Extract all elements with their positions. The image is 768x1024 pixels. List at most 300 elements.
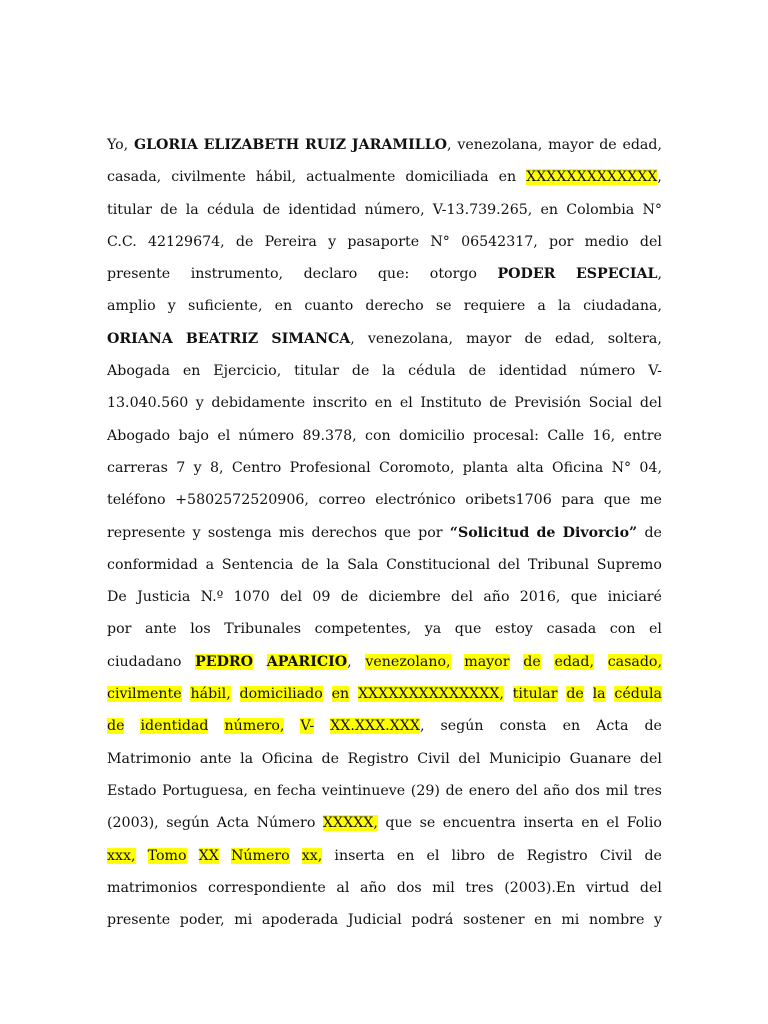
text: y bbox=[193, 459, 202, 476]
text: de bbox=[351, 363, 370, 380]
text: mi bbox=[561, 912, 580, 929]
text: titular bbox=[294, 363, 339, 380]
text: en bbox=[253, 782, 272, 799]
word bbox=[107, 646, 181, 678]
word bbox=[426, 840, 439, 872]
text: el bbox=[426, 847, 440, 864]
text: año bbox=[483, 589, 510, 606]
word bbox=[524, 323, 541, 355]
word bbox=[375, 484, 455, 516]
word bbox=[188, 290, 263, 322]
text: Registro bbox=[526, 847, 588, 864]
word bbox=[563, 710, 581, 742]
text: de bbox=[321, 750, 340, 767]
word bbox=[107, 355, 170, 387]
text: requiere bbox=[463, 298, 526, 315]
text: XXXXX, bbox=[322, 815, 378, 832]
word bbox=[107, 678, 182, 710]
word bbox=[420, 807, 436, 839]
text: tres bbox=[633, 782, 662, 799]
word bbox=[267, 646, 352, 678]
text: procesal: bbox=[473, 427, 539, 444]
text: mil bbox=[605, 782, 629, 799]
text: ciudadano bbox=[107, 653, 182, 670]
text: represente bbox=[107, 524, 186, 541]
text: y bbox=[167, 298, 176, 315]
text: en bbox=[182, 363, 201, 380]
word bbox=[358, 678, 504, 710]
word bbox=[624, 420, 662, 452]
bold-text: APARICIO bbox=[266, 653, 348, 670]
text: Registro bbox=[347, 750, 409, 767]
word bbox=[640, 484, 662, 516]
word bbox=[211, 387, 305, 419]
word bbox=[563, 517, 638, 549]
word bbox=[262, 743, 313, 775]
word bbox=[263, 194, 280, 226]
word bbox=[379, 452, 454, 484]
word bbox=[208, 517, 272, 549]
word bbox=[107, 387, 188, 419]
text: Tribunales bbox=[224, 621, 302, 638]
text: libro bbox=[451, 847, 486, 864]
text: oribets1706 bbox=[465, 492, 552, 509]
punctuation: , bbox=[419, 718, 425, 735]
text: que bbox=[454, 621, 482, 638]
word bbox=[644, 517, 661, 549]
text: venezolana, bbox=[367, 330, 453, 347]
word bbox=[190, 678, 230, 710]
text: en bbox=[374, 395, 393, 412]
word bbox=[201, 581, 224, 613]
text: tres bbox=[465, 879, 494, 896]
text: a bbox=[205, 556, 215, 573]
word bbox=[140, 710, 208, 742]
word bbox=[457, 129, 542, 161]
text: civilmente bbox=[171, 169, 246, 186]
word bbox=[168, 290, 176, 322]
text: por bbox=[418, 524, 443, 541]
word bbox=[561, 484, 594, 516]
text: de bbox=[235, 233, 254, 250]
text: podrá bbox=[411, 912, 454, 929]
text: de bbox=[566, 686, 584, 703]
word bbox=[566, 194, 634, 226]
text: nombre bbox=[588, 912, 645, 929]
text: según bbox=[440, 718, 484, 735]
word bbox=[107, 549, 198, 581]
word bbox=[570, 743, 632, 775]
text: de bbox=[644, 524, 662, 541]
word bbox=[596, 710, 628, 742]
text-line bbox=[107, 226, 662, 258]
word bbox=[440, 710, 483, 742]
word bbox=[186, 323, 258, 355]
word bbox=[536, 517, 555, 549]
word bbox=[433, 194, 532, 226]
word bbox=[397, 840, 415, 872]
text: número bbox=[579, 363, 636, 380]
text: inserta bbox=[523, 815, 574, 832]
text: a bbox=[537, 298, 546, 315]
word bbox=[107, 613, 131, 645]
text: hábil, bbox=[255, 169, 297, 186]
word bbox=[499, 355, 567, 387]
text: me bbox=[640, 492, 662, 509]
word bbox=[537, 290, 545, 322]
word bbox=[107, 258, 170, 290]
word bbox=[134, 129, 198, 161]
text: del bbox=[639, 879, 662, 896]
word bbox=[254, 775, 272, 807]
text-line bbox=[107, 581, 662, 613]
text: ante bbox=[199, 750, 232, 767]
text: la bbox=[382, 363, 396, 380]
word bbox=[300, 710, 314, 742]
word bbox=[322, 775, 405, 807]
word bbox=[608, 323, 662, 355]
punctuation: , bbox=[350, 330, 355, 347]
text: con bbox=[365, 427, 391, 444]
text: venezolana, bbox=[457, 137, 543, 153]
text-line bbox=[107, 129, 662, 161]
bold-text: JARAMILLO bbox=[351, 137, 448, 153]
word bbox=[352, 129, 452, 161]
text: la bbox=[185, 201, 199, 218]
word bbox=[347, 549, 378, 581]
word bbox=[589, 904, 644, 936]
text-line bbox=[107, 710, 662, 742]
text-line bbox=[107, 743, 662, 775]
word bbox=[489, 743, 561, 775]
word bbox=[279, 517, 304, 549]
text-line bbox=[107, 452, 662, 484]
word bbox=[654, 904, 662, 936]
text: para bbox=[561, 492, 595, 509]
punctuation: , bbox=[347, 653, 352, 670]
word bbox=[597, 549, 662, 581]
word bbox=[352, 355, 369, 387]
word bbox=[642, 194, 662, 226]
word bbox=[640, 743, 662, 775]
word bbox=[160, 194, 177, 226]
text: Folio bbox=[626, 815, 662, 832]
word bbox=[206, 549, 214, 581]
text: Colombia bbox=[566, 201, 635, 218]
text: estoy bbox=[495, 621, 533, 638]
text: mayor bbox=[464, 653, 510, 670]
word bbox=[239, 420, 294, 452]
word bbox=[498, 258, 556, 290]
text: identidad bbox=[498, 363, 567, 380]
text: correo bbox=[318, 492, 366, 509]
word bbox=[341, 581, 358, 613]
text: de bbox=[340, 589, 359, 606]
word bbox=[400, 387, 413, 419]
text: identidad bbox=[288, 201, 357, 218]
text: 06542317, bbox=[461, 233, 538, 250]
text: N° bbox=[611, 459, 632, 476]
word bbox=[452, 840, 485, 872]
text: en bbox=[562, 718, 581, 735]
text: edad, bbox=[554, 653, 594, 670]
word bbox=[107, 420, 170, 452]
text: soltera, bbox=[607, 330, 662, 347]
word bbox=[604, 484, 631, 516]
word bbox=[257, 807, 316, 839]
text: en bbox=[331, 686, 350, 703]
word bbox=[606, 807, 619, 839]
text: 1070 bbox=[233, 589, 270, 606]
text: de bbox=[497, 847, 515, 864]
text: número bbox=[238, 427, 295, 444]
word bbox=[256, 161, 296, 193]
text: Profesional bbox=[289, 459, 371, 476]
text: domiciliado bbox=[239, 686, 323, 703]
text: N° bbox=[430, 233, 450, 250]
text: xxx, bbox=[107, 847, 136, 864]
word bbox=[265, 226, 317, 258]
text: V- bbox=[648, 363, 662, 380]
text: Abogado bbox=[107, 427, 171, 444]
text: amplio bbox=[107, 298, 156, 315]
word bbox=[319, 484, 366, 516]
text: Número bbox=[256, 815, 316, 832]
word bbox=[386, 549, 490, 581]
word bbox=[516, 775, 538, 807]
word bbox=[554, 646, 594, 678]
text: de bbox=[644, 847, 662, 864]
word bbox=[290, 452, 371, 484]
word bbox=[436, 290, 452, 322]
word bbox=[365, 420, 391, 452]
word bbox=[175, 484, 309, 516]
word bbox=[304, 290, 353, 322]
text: pasaporte bbox=[347, 233, 420, 250]
text: titular bbox=[512, 686, 558, 703]
text: y bbox=[653, 912, 662, 929]
word bbox=[576, 258, 662, 290]
word bbox=[322, 743, 339, 775]
text: se bbox=[419, 815, 436, 832]
text: Ejercicio, bbox=[213, 363, 282, 380]
word bbox=[558, 290, 571, 322]
text: iniciaré bbox=[607, 589, 662, 606]
text: ciudadana, bbox=[583, 298, 662, 315]
text: Número bbox=[230, 847, 290, 864]
text: inscrito bbox=[312, 395, 368, 412]
text: inserta bbox=[334, 847, 385, 864]
word bbox=[348, 743, 409, 775]
word bbox=[463, 452, 508, 484]
text: número, bbox=[364, 201, 425, 218]
text: ya bbox=[424, 621, 442, 638]
text: la bbox=[558, 298, 571, 315]
document-body bbox=[107, 129, 662, 936]
text: V-13.739.265, bbox=[432, 201, 533, 218]
text: del bbox=[498, 556, 521, 573]
word bbox=[451, 581, 473, 613]
word bbox=[549, 226, 573, 258]
word bbox=[382, 355, 395, 387]
text: el bbox=[606, 815, 620, 832]
word bbox=[323, 807, 378, 839]
word bbox=[107, 904, 170, 936]
bold-text: GLORIA bbox=[133, 137, 198, 153]
text: Social bbox=[588, 395, 633, 412]
text: del bbox=[639, 750, 662, 767]
text: Pereira bbox=[264, 233, 317, 250]
text: casada bbox=[546, 621, 597, 638]
word bbox=[589, 387, 633, 419]
text: casada, bbox=[107, 169, 162, 186]
text: (2003).En bbox=[504, 879, 576, 896]
text: de bbox=[262, 201, 281, 218]
word bbox=[644, 840, 661, 872]
text: consta bbox=[499, 718, 547, 735]
word bbox=[385, 807, 412, 839]
text: Guanare bbox=[569, 750, 632, 767]
word bbox=[495, 613, 533, 645]
word bbox=[199, 840, 219, 872]
word bbox=[234, 904, 252, 936]
word bbox=[425, 613, 441, 645]
text: con bbox=[609, 621, 636, 638]
text: presente bbox=[107, 912, 171, 929]
word bbox=[571, 581, 598, 613]
word bbox=[240, 743, 253, 775]
word bbox=[107, 710, 124, 742]
word bbox=[348, 904, 402, 936]
word bbox=[107, 743, 191, 775]
text: edad, bbox=[555, 330, 595, 347]
text: se bbox=[435, 298, 452, 315]
word bbox=[224, 710, 284, 742]
word bbox=[171, 161, 246, 193]
word bbox=[178, 420, 208, 452]
word bbox=[360, 872, 386, 904]
text: competentes, bbox=[314, 621, 412, 638]
text: C.C. bbox=[107, 233, 137, 250]
word bbox=[107, 484, 166, 516]
word bbox=[145, 613, 177, 645]
text: identidad bbox=[140, 718, 209, 735]
text: 09 bbox=[312, 589, 331, 606]
text: derecho bbox=[365, 298, 424, 315]
text: en bbox=[396, 847, 415, 864]
text: cédula bbox=[408, 363, 456, 380]
word bbox=[411, 775, 440, 807]
word bbox=[411, 904, 453, 936]
word bbox=[204, 129, 300, 161]
word bbox=[514, 387, 581, 419]
word bbox=[162, 775, 248, 807]
word bbox=[489, 387, 506, 419]
word bbox=[399, 420, 465, 452]
text: por bbox=[107, 621, 132, 638]
word bbox=[378, 258, 409, 290]
text-line bbox=[107, 613, 662, 645]
word bbox=[231, 840, 290, 872]
word bbox=[523, 807, 573, 839]
word bbox=[326, 549, 339, 581]
text: Matrimonio bbox=[107, 750, 192, 767]
word bbox=[575, 775, 600, 807]
word bbox=[547, 613, 597, 645]
word bbox=[183, 355, 201, 387]
word bbox=[368, 323, 453, 355]
text: de bbox=[160, 201, 178, 218]
text-line bbox=[107, 646, 662, 678]
text-line bbox=[107, 872, 662, 904]
text: Acta bbox=[216, 815, 250, 832]
word bbox=[517, 452, 544, 484]
word bbox=[648, 355, 662, 387]
word bbox=[499, 161, 517, 193]
word bbox=[186, 194, 199, 226]
text: Supremo bbox=[596, 556, 662, 573]
word bbox=[224, 613, 301, 645]
text: Tribunal bbox=[527, 556, 589, 573]
word bbox=[446, 775, 463, 807]
text: mayor bbox=[548, 137, 594, 153]
word bbox=[547, 420, 584, 452]
text: que bbox=[384, 524, 411, 541]
word bbox=[523, 646, 540, 678]
word bbox=[271, 323, 354, 355]
text: en bbox=[581, 815, 599, 832]
text: al bbox=[336, 879, 350, 896]
word bbox=[405, 161, 488, 193]
word bbox=[455, 613, 482, 645]
text: debidamente bbox=[211, 395, 306, 412]
text: entre bbox=[623, 427, 662, 444]
punctuation: , bbox=[447, 137, 452, 153]
punctuation: , bbox=[657, 266, 662, 283]
text: de bbox=[523, 653, 541, 670]
word bbox=[540, 194, 558, 226]
word bbox=[213, 355, 281, 387]
text: por bbox=[549, 233, 574, 250]
text-line bbox=[107, 420, 662, 452]
text: Calle bbox=[547, 427, 585, 444]
word bbox=[304, 258, 358, 290]
text: del bbox=[458, 750, 481, 767]
text: mil bbox=[432, 879, 455, 896]
text: año bbox=[360, 879, 387, 896]
text-line bbox=[107, 323, 662, 355]
word bbox=[302, 420, 356, 452]
word bbox=[375, 387, 393, 419]
text: 42129674, bbox=[147, 233, 225, 250]
text: de bbox=[107, 718, 125, 735]
text: sostenga bbox=[207, 524, 272, 541]
word bbox=[614, 678, 662, 710]
text-line bbox=[107, 678, 662, 710]
word bbox=[194, 452, 202, 484]
text: Coromoto, bbox=[378, 459, 455, 476]
word bbox=[347, 226, 419, 258]
text: número, bbox=[224, 718, 285, 735]
text: 04, bbox=[639, 459, 662, 476]
text: encuentra bbox=[442, 815, 516, 832]
word bbox=[586, 872, 629, 904]
word bbox=[107, 161, 161, 193]
text: y bbox=[328, 233, 337, 250]
text: sostener bbox=[463, 912, 525, 929]
bold-text: de bbox=[536, 524, 556, 541]
text: Estado bbox=[107, 782, 157, 799]
